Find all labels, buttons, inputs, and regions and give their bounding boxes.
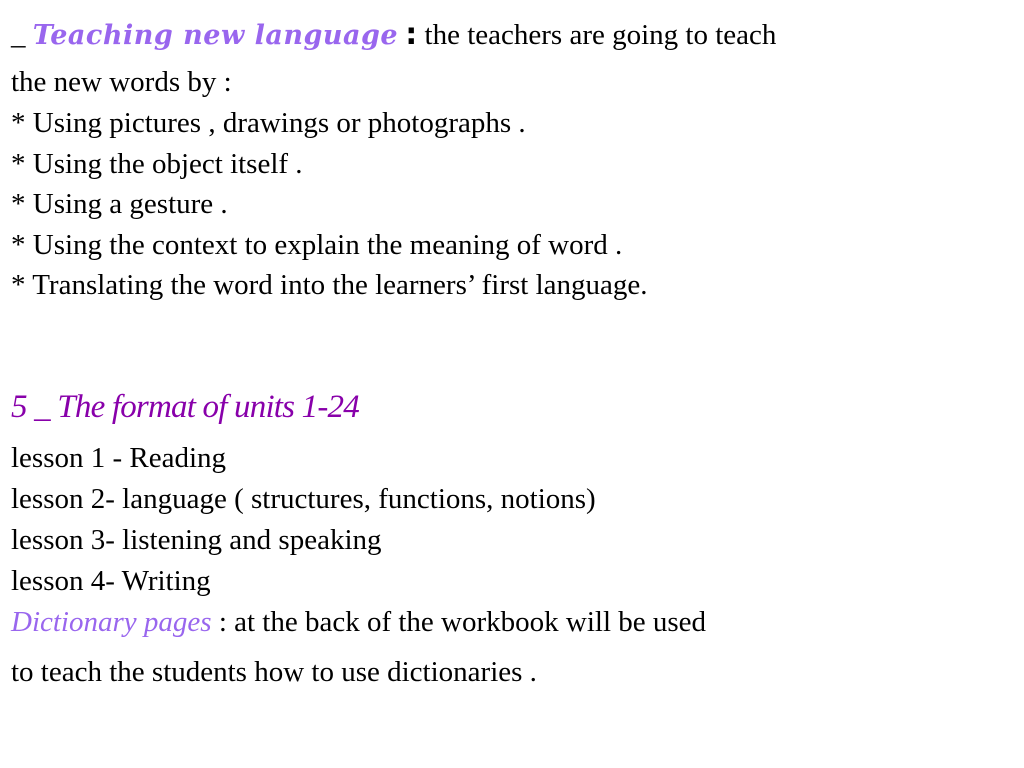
dictionary-line-2: to teach the students how to use dictionaries . bbox=[11, 656, 537, 688]
teaching-bullet: * Using pictures , drawings or photographs . bbox=[11, 107, 526, 139]
lesson-line: lesson 3- listening and speaking bbox=[11, 524, 382, 556]
lesson-line: lesson 2- language ( structures, functions, notions) bbox=[11, 483, 596, 515]
dictionary-label: Dictionary pages bbox=[11, 606, 212, 638]
lesson-line: lesson 1 - Reading bbox=[11, 442, 227, 474]
teaching-intro-line bbox=[11, 17, 777, 52]
dictionary-line bbox=[11, 608, 706, 637]
teaching-bullet: * Using the object itself . bbox=[11, 148, 303, 180]
teaching-bullet: * Using a gesture . bbox=[11, 188, 228, 220]
format-heading-title: The format of units 1-24 bbox=[57, 389, 359, 425]
format-heading bbox=[11, 391, 359, 424]
dictionary-text: : at the back of the workbook will be used bbox=[218, 606, 707, 638]
teaching-colon: : bbox=[405, 17, 418, 52]
teaching-title: Teaching new language bbox=[32, 20, 399, 51]
teaching-dash: _ bbox=[11, 19, 26, 51]
teaching-intro-line-2: the new words by : bbox=[11, 66, 232, 98]
teaching-bullet: * Using the context to explain the meaning of word . bbox=[11, 229, 623, 261]
lesson-line: lesson 4- Writing bbox=[11, 565, 211, 597]
teaching-bullet: * Translating the word into the learners’ first language. bbox=[11, 269, 648, 301]
teaching-intro-text: the teachers are going to teach bbox=[424, 19, 777, 51]
format-heading-number: 5 _ bbox=[11, 389, 50, 425]
